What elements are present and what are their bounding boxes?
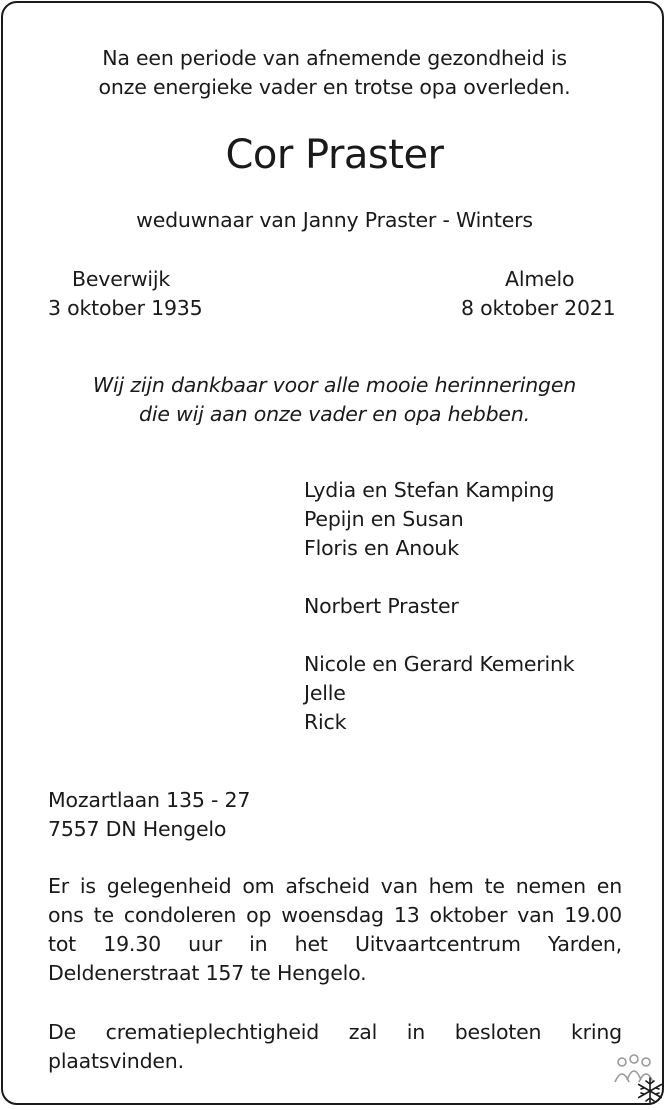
family-member: Nicole en Gerard Kemerink bbox=[304, 652, 575, 676]
condolence-line-3: tot 19.30 uur in het Uitvaartcentrum Yarden, bbox=[48, 932, 622, 956]
family-member: Norbert Praster bbox=[304, 594, 459, 618]
relation-line: weduwnaar van Janny Praster - Winters bbox=[136, 208, 533, 232]
death-place: Almelo bbox=[505, 267, 575, 291]
cremation-paragraph bbox=[48, 1018, 622, 1076]
condolence-line-4: Deldenerstraat 157 te Hengelo. bbox=[48, 961, 367, 985]
quote-line-2: die wij aan onze vader en opa hebben. bbox=[139, 402, 530, 426]
intro-line-2: onze energieke vader en trotse opa overleden. bbox=[98, 75, 571, 99]
people-snowflake-icon bbox=[610, 1052, 666, 1106]
cremation-line-2: plaatsvinden. bbox=[48, 1049, 184, 1073]
family-member: Pepijn en Susan bbox=[304, 507, 464, 531]
birth-date: 3 oktober 1935 bbox=[48, 296, 203, 320]
condolence-line-2: ons te condoleren op woensdag 13 oktober van 19.00 bbox=[48, 903, 622, 927]
address-street: Mozartlaan 135 - 27 bbox=[48, 788, 251, 812]
intro-line-1: Na een periode van afnemende gezondheid is bbox=[102, 46, 567, 70]
condolence-paragraph bbox=[48, 872, 622, 988]
death-date: 8 oktober 2021 bbox=[461, 296, 616, 320]
deceased-name: Cor Praster bbox=[225, 132, 444, 178]
family-member: Lydia en Stefan Kamping bbox=[304, 478, 555, 502]
family-member: Jelle bbox=[304, 681, 346, 705]
family-member: Rick bbox=[304, 710, 347, 734]
condolence-line-1: Er is gelegenheid om afscheid van hem te nemen en bbox=[48, 874, 622, 898]
address-city: 7557 DN Hengelo bbox=[48, 817, 227, 841]
birth-place: Beverwijk bbox=[72, 267, 171, 291]
quote-line-1: Wij zijn dankbaar voor alle mooie herinneringen bbox=[92, 373, 577, 397]
family-member: Floris en Anouk bbox=[304, 536, 459, 560]
cremation-line-1: De crematieplechtigheid zal in besloten kring bbox=[48, 1020, 622, 1044]
